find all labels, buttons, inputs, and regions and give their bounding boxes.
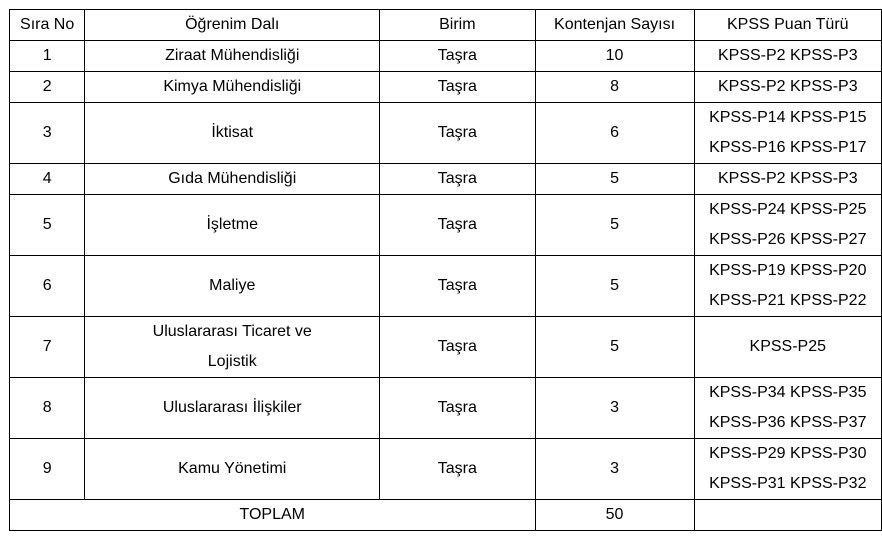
cell-ogrenim-dali <box>85 103 380 164</box>
header-kontenjan-sayisi: Kontenjan Sayısı <box>535 10 694 41</box>
table-row <box>10 439 882 500</box>
cell-sira-no: 7 <box>10 317 85 378</box>
table-row <box>10 103 882 164</box>
cell-birim: Taşra <box>380 378 535 439</box>
cell-kontenjan: 5 <box>535 164 694 195</box>
cell-kpss-puan-turu-line: KPSS-P2 KPSS-P3 <box>717 47 858 64</box>
cell-kontenjan: 10 <box>535 41 694 72</box>
cell-birim: Taşra <box>380 256 535 317</box>
table-row <box>10 195 882 256</box>
cell-kontenjan: 5 <box>535 195 694 256</box>
cell-kpss-puan-turu-line: KPSS-P21 KPSS-P22 <box>709 292 867 309</box>
cell-kpss-puan-turu <box>694 378 881 439</box>
cell-ogrenim-dali-line: Kamu Yönetimi <box>178 460 287 477</box>
header-sira-no: Sıra No <box>10 10 85 41</box>
cell-kpss-puan-turu-line: KPSS-P25 <box>749 338 827 355</box>
cell-birim: Taşra <box>380 195 535 256</box>
cell-kpss-puan-turu <box>694 103 881 164</box>
kontenjan-table <box>9 9 882 531</box>
cell-kpss-puan-turu-line: KPSS-P16 KPSS-P17 <box>709 139 867 156</box>
header-ogrenim-dali: Öğrenim Dalı <box>85 10 380 41</box>
cell-ogrenim-dali <box>85 164 380 195</box>
cell-kpss-puan-turu <box>694 195 881 256</box>
cell-birim: Taşra <box>380 103 535 164</box>
cell-kpss-puan-turu-line: KPSS-P36 KPSS-P37 <box>709 414 867 431</box>
cell-kpss-puan-turu-line: KPSS-P19 KPSS-P20 <box>709 262 867 279</box>
cell-kpss-puan-turu <box>694 41 881 72</box>
cell-kpss-puan-turu-line: KPSS-P2 KPSS-P3 <box>717 78 858 95</box>
total-kontenjan: 50 <box>535 500 694 531</box>
cell-sira-no: 3 <box>10 103 85 164</box>
total-row <box>10 500 882 531</box>
table-row <box>10 41 882 72</box>
cell-birim: Taşra <box>380 164 535 195</box>
cell-kpss-puan-turu <box>694 72 881 103</box>
cell-sira-no: 4 <box>10 164 85 195</box>
cell-kpss-puan-turu-line: KPSS-P2 KPSS-P3 <box>717 170 858 187</box>
total-kpss <box>694 500 881 531</box>
header-kpss-puan-turu: KPSS Puan Türü <box>694 10 881 41</box>
cell-ogrenim-dali-line: Ziraat Mühendisliği <box>165 47 300 64</box>
cell-birim: Taşra <box>380 317 535 378</box>
cell-ogrenim-dali-line: Gıda Mühendisliği <box>168 170 297 187</box>
cell-kpss-puan-turu-line: KPSS-P34 KPSS-P35 <box>709 384 867 401</box>
table-row <box>10 378 882 439</box>
cell-sira-no: 5 <box>10 195 85 256</box>
cell-ogrenim-dali-line: Lojistik <box>207 353 257 370</box>
cell-ogrenim-dali-line: İktisat <box>211 124 254 141</box>
cell-ogrenim-dali <box>85 72 380 103</box>
cell-kpss-puan-turu-line: KPSS-P24 KPSS-P25 <box>709 201 867 218</box>
cell-ogrenim-dali <box>85 439 380 500</box>
cell-sira-no: 9 <box>10 439 85 500</box>
cell-birim: Taşra <box>380 439 535 500</box>
cell-kpss-puan-turu <box>694 317 881 378</box>
cell-kontenjan: 8 <box>535 72 694 103</box>
cell-kontenjan: 5 <box>535 317 694 378</box>
cell-ogrenim-dali-line: Maliye <box>209 277 256 294</box>
cell-ogrenim-dali-line: Uluslararası Ticaret ve <box>152 323 312 340</box>
cell-ogrenim-dali <box>85 378 380 439</box>
cell-ogrenim-dali <box>85 195 380 256</box>
cell-kpss-puan-turu-line: KPSS-P31 KPSS-P32 <box>709 475 867 492</box>
cell-ogrenim-dali-line: Kimya Mühendisliği <box>163 78 302 95</box>
cell-ogrenim-dali <box>85 41 380 72</box>
table-row <box>10 256 882 317</box>
total-label: TOPLAM <box>10 500 536 531</box>
cell-kontenjan: 3 <box>535 378 694 439</box>
table-row <box>10 164 882 195</box>
table-row <box>10 72 882 103</box>
cell-kontenjan: 3 <box>535 439 694 500</box>
cell-kontenjan: 5 <box>535 256 694 317</box>
cell-sira-no: 2 <box>10 72 85 103</box>
cell-ogrenim-dali-line: Uluslararası İlişkiler <box>162 399 302 416</box>
cell-kpss-puan-turu <box>694 164 881 195</box>
cell-kontenjan: 6 <box>535 103 694 164</box>
cell-sira-no: 8 <box>10 378 85 439</box>
cell-sira-no: 1 <box>10 41 85 72</box>
table-row <box>10 317 882 378</box>
cell-kpss-puan-turu-line: KPSS-P26 KPSS-P27 <box>709 231 867 248</box>
header-birim: Birim <box>380 10 535 41</box>
cell-sira-no: 6 <box>10 256 85 317</box>
cell-ogrenim-dali <box>85 317 380 378</box>
cell-ogrenim-dali <box>85 256 380 317</box>
cell-kpss-puan-turu-line: KPSS-P14 KPSS-P15 <box>709 109 867 126</box>
cell-ogrenim-dali-line: İşletme <box>206 216 259 233</box>
cell-kpss-puan-turu-line: KPSS-P29 KPSS-P30 <box>709 445 867 462</box>
cell-birim: Taşra <box>380 41 535 72</box>
cell-kpss-puan-turu <box>694 256 881 317</box>
table-body <box>10 41 882 500</box>
cell-birim: Taşra <box>380 72 535 103</box>
cell-kpss-puan-turu <box>694 439 881 500</box>
header-row <box>10 10 882 41</box>
